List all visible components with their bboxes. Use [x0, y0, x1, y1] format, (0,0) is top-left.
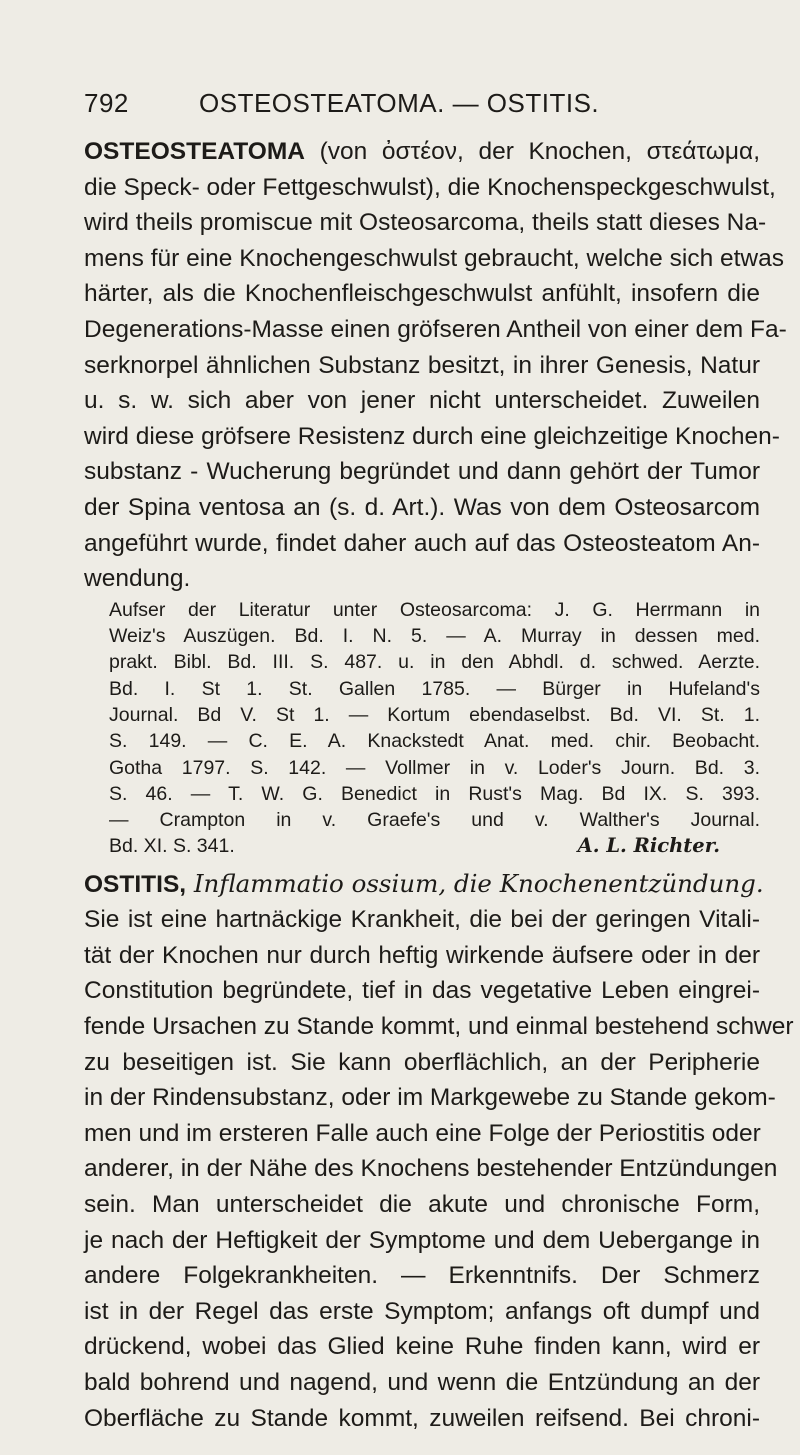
body-line: men und im ersteren Falle auch eine Folge der Periostitis oder — [84, 1119, 761, 1147]
literature-line-last — [84, 833, 760, 859]
entry-headword: OSTITIS, — [84, 870, 187, 898]
body-line: anderer, in der Nähe des Knochens bestehender Entzündungen — [84, 1155, 778, 1183]
body-line: Sie ist eine hartnäckige Krankheit, die bei der geringen Vitali- — [84, 906, 760, 934]
literature-line: S. 46. — T. W. G. Benedict in Rust's Mag. Bd IX. S. 393. — [109, 782, 760, 805]
body-line: Constitution begründete, tief in das vegetative Leben eingrei- — [84, 977, 760, 1005]
body-line: je nach der Heftigkeit der Symptome und dem Uebergange in — [84, 1226, 760, 1254]
body-line: angeführt wurde, findet daher auch auf das Osteosteatom An- — [84, 529, 760, 557]
body-line: serknorpel ähnlichen Substanz besitzt, in ihrer Genesis, Natur — [84, 351, 760, 379]
literature-line: prakt. Bibl. Bd. III. S. 487. u. in den Abhdl. d. schwed. Aerzte. — [109, 651, 760, 674]
body-line: der Spina ventosa an (s. d. Art.). Was von dem Osteosarcom — [84, 493, 760, 521]
body-line: in der Rindensubstanz, oder im Markgewebe zu Stande gekom- — [84, 1084, 776, 1112]
running-title: OSTEOSTEATOMA. — OSTITIS. — [199, 88, 600, 118]
literature-line: Weiz's Auszügen. Bd. I. N. 5. — A. Murray in dessen med. — [109, 625, 760, 648]
running-header — [84, 88, 764, 119]
literature-line: Aufser der Literatur unter Osteosarcoma: J. G. Herrmann in — [109, 598, 760, 621]
body-line: Degenerations-Masse einen gröfseren Antheil von einer dem Fa- — [84, 315, 787, 343]
body-line: Oberfläche zu Stande kommt, zuweilen reifsend. Bei chroni- — [84, 1404, 760, 1432]
entry-headword: OSTEOSTEATOMA — [84, 138, 305, 165]
literature-line: Bd. I. St 1. St. Gallen 1785. — Bürger in Hufeland's — [109, 677, 760, 700]
body-line: fende Ursachen zu Stande kommt, und einmal bestehend schwer — [84, 1013, 794, 1041]
literature-block — [84, 597, 760, 860]
body-line: mens für eine Knochengeschwulst gebraucht, welche sich etwas — [84, 244, 784, 272]
body-line: ist in der Regel das erste Symptom; anfangs oft dumpf und — [84, 1297, 760, 1325]
author-signature: A. L. Richter. — [577, 834, 720, 858]
body-line: wendung. — [84, 565, 191, 593]
literature-line: Gotha 1797. S. 142. — Vollmer in v. Loder's Journ. Bd. 3. — [109, 756, 760, 779]
literature-line: S. 149. — C. E. A. Knackstedt Anat. med. chir. Beobacht. — [109, 730, 760, 753]
entry-first-line — [84, 866, 764, 903]
literature-line: Bd. XI. S. 341. — [109, 835, 235, 858]
entry-first-line — [84, 134, 760, 170]
body-line: wird theils promiscue mit Osteosarcoma, theils statt dieses Na- — [84, 209, 767, 237]
body-line: bald bohrend und nagend, und wenn die Entzündung an der — [84, 1369, 760, 1396]
body-line: tät der Knochen nur durch heftig wirkende äufsere oder in der — [84, 941, 760, 969]
literature-line: — Crampton in v. Graefe's und v. Walther's Journal. — [109, 809, 760, 832]
page-number: 792 — [84, 88, 129, 118]
body-line: die Speck- oder Fettgeschwulst), die Knochenspeckgeschwulst, — [84, 173, 776, 201]
body-line: substanz - Wucherung begründet und dann gehört der Tumor — [84, 458, 760, 486]
body-line: wird diese gröfsere Resistenz durch eine gleichzeitige Knochen- — [84, 422, 780, 450]
body-line: Inflammatio ossium, die Knochenentzündung. — [186, 868, 764, 898]
body-line: (von ὀστέον, der Knochen, στεάτωμα, — [304, 138, 760, 165]
body-line: sein. Man unterscheidet die akute und chronische Form, — [84, 1191, 760, 1219]
body-line: zu beseitigen ist. Sie kann oberflächlich, an der Peripherie — [84, 1048, 760, 1076]
body-line: u. s. w. sich aber von jener nicht unterscheidet. Zuweilen — [84, 387, 760, 415]
text-body — [84, 134, 794, 1436]
body-line: härter, als die Knochenfleischgeschwulst anfühlt, insofern die — [84, 280, 760, 308]
body-line: drückend, wobei das Glied keine Ruhe finden kann, wird er — [84, 1333, 760, 1361]
body-line: andere Folgekrankheiten. — Erkenntnifs. Der Schmerz — [84, 1262, 760, 1290]
literature-line: Journal. Bd V. St 1. — Kortum ebendaselbst. Bd. VI. St. 1. — [109, 703, 760, 726]
